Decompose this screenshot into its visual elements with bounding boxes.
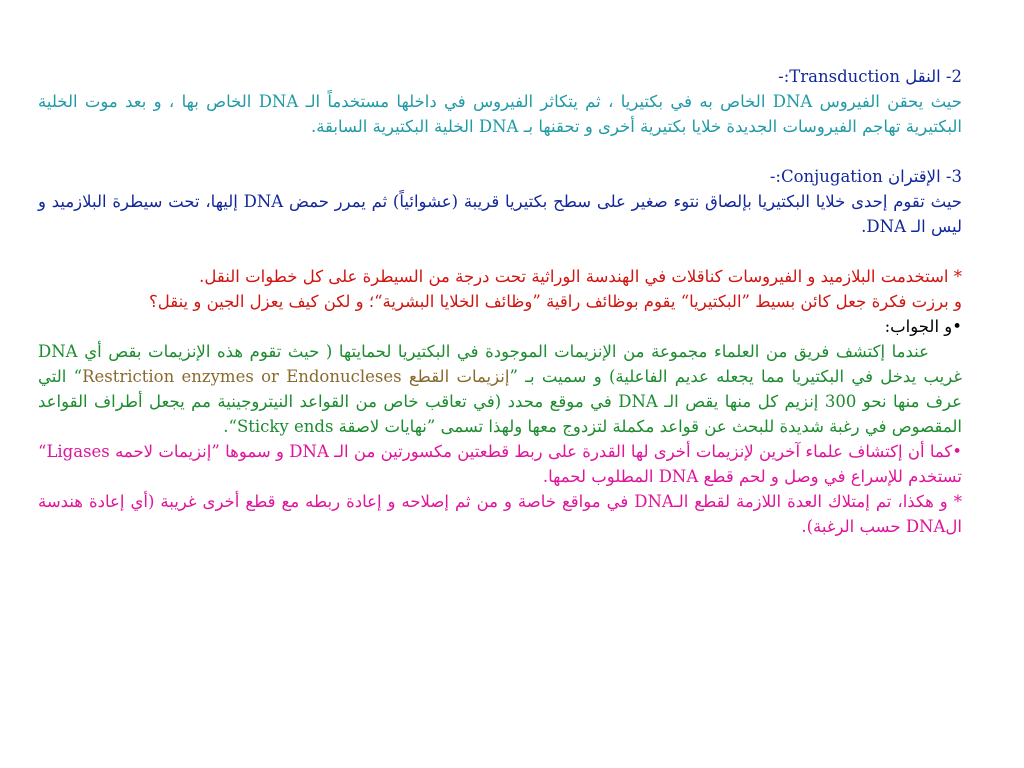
answer-label: • و الجواب: (38, 314, 962, 339)
spacer (38, 239, 962, 264)
answer-paragraph (38, 339, 962, 439)
slide-content (38, 64, 962, 539)
note-line-1: * استخدمت البلازميد و الفيروسات كناقلات في الهندسة الوراثية تحت درجة من السيطرة على كل خطوات النقل. (199, 267, 962, 286)
conjugation-body: حيث تقوم إحدى خلايا البكتيريا بإلصاق نتوء صغير على سطح بكتيريا قريبة (عشوائياً) ثم يمرر حمض DNA إليها، تحت سيطرة البلازميد و ليس الـ DNA. (38, 192, 962, 236)
answer-part-2: “ التي عرف منها نحو 300 إنزيم كل منها يقص الـ DNA في موقع محدد (في تعاقب خاص من القواعد النيتروجينية مم يجعل أطراف القواعد المقصوص في رغبة شديدة للبحث عن قواعد مكملة لتزدوج معها ولهذا تسمى ”نهايات لاصقة Sticky ends“. (38, 367, 962, 436)
restriction-enzymes-term: إنزيمات القطع Restriction enzymes or Endonucleses (82, 367, 510, 386)
transduction-body: حيث يحقن الفيروس DNA الخاص به في بكتيريا ، ثم يتكاثر الفيروس في داخلها مستخدماً الـ DNA الخاص بها ، و بعد موت الخلية البكتيرية تهاجم الفيروسات الجديدة خلايا بكتيرية أخرى و تحقنها بـ DNA الخلية البكتيرية السابقة. (38, 92, 962, 136)
summary-paragraph: * و هكذا، تم إمتلاك العدة اللازمة لقطع الـDNA في مواقع خاصة و من ثم إصلاحه و إعادة ربطه مع قطع أخرى غريبة (أي إعادة هندسة الDNA حسب الرغبة). (38, 492, 962, 536)
conjugation-heading: 3- الإقتران Conjugation:- (769, 167, 962, 186)
answer-part-1: عندما إكتشف فريق من العلماء مجموعة من الإنزيمات الموجودة في البكتيريا لحمايتها ( حيث تقوم هذه الإنزيمات بقص أي DNA غريب يدخل في البكتيريا مما يجعله عديم الفاعلية) و سميت بـ ” (38, 342, 963, 386)
ligases-paragraph: • كما أن إكتشاف علماء آخرين لإنزيمات أخرى لها القدرة على ربط قطعتين مكسورتين من الـ DNA و سموها ”إنزيمات لاحمه Ligases“ تستخدم للإسراع في وصل و لحم قطع DNA المطلوب لحمها. (38, 439, 962, 489)
transduction-heading: 2- النقل Transduction:- (778, 67, 962, 86)
note-line-2: و برزت فكرة جعل كائن بسيط ”البكتيريا“ يقوم بوظائف راقية ”وظائف الخلايا البشرية“؛ و لكن كيف يعزل الجين و ينقل؟ (148, 292, 962, 311)
spacer (38, 139, 962, 164)
